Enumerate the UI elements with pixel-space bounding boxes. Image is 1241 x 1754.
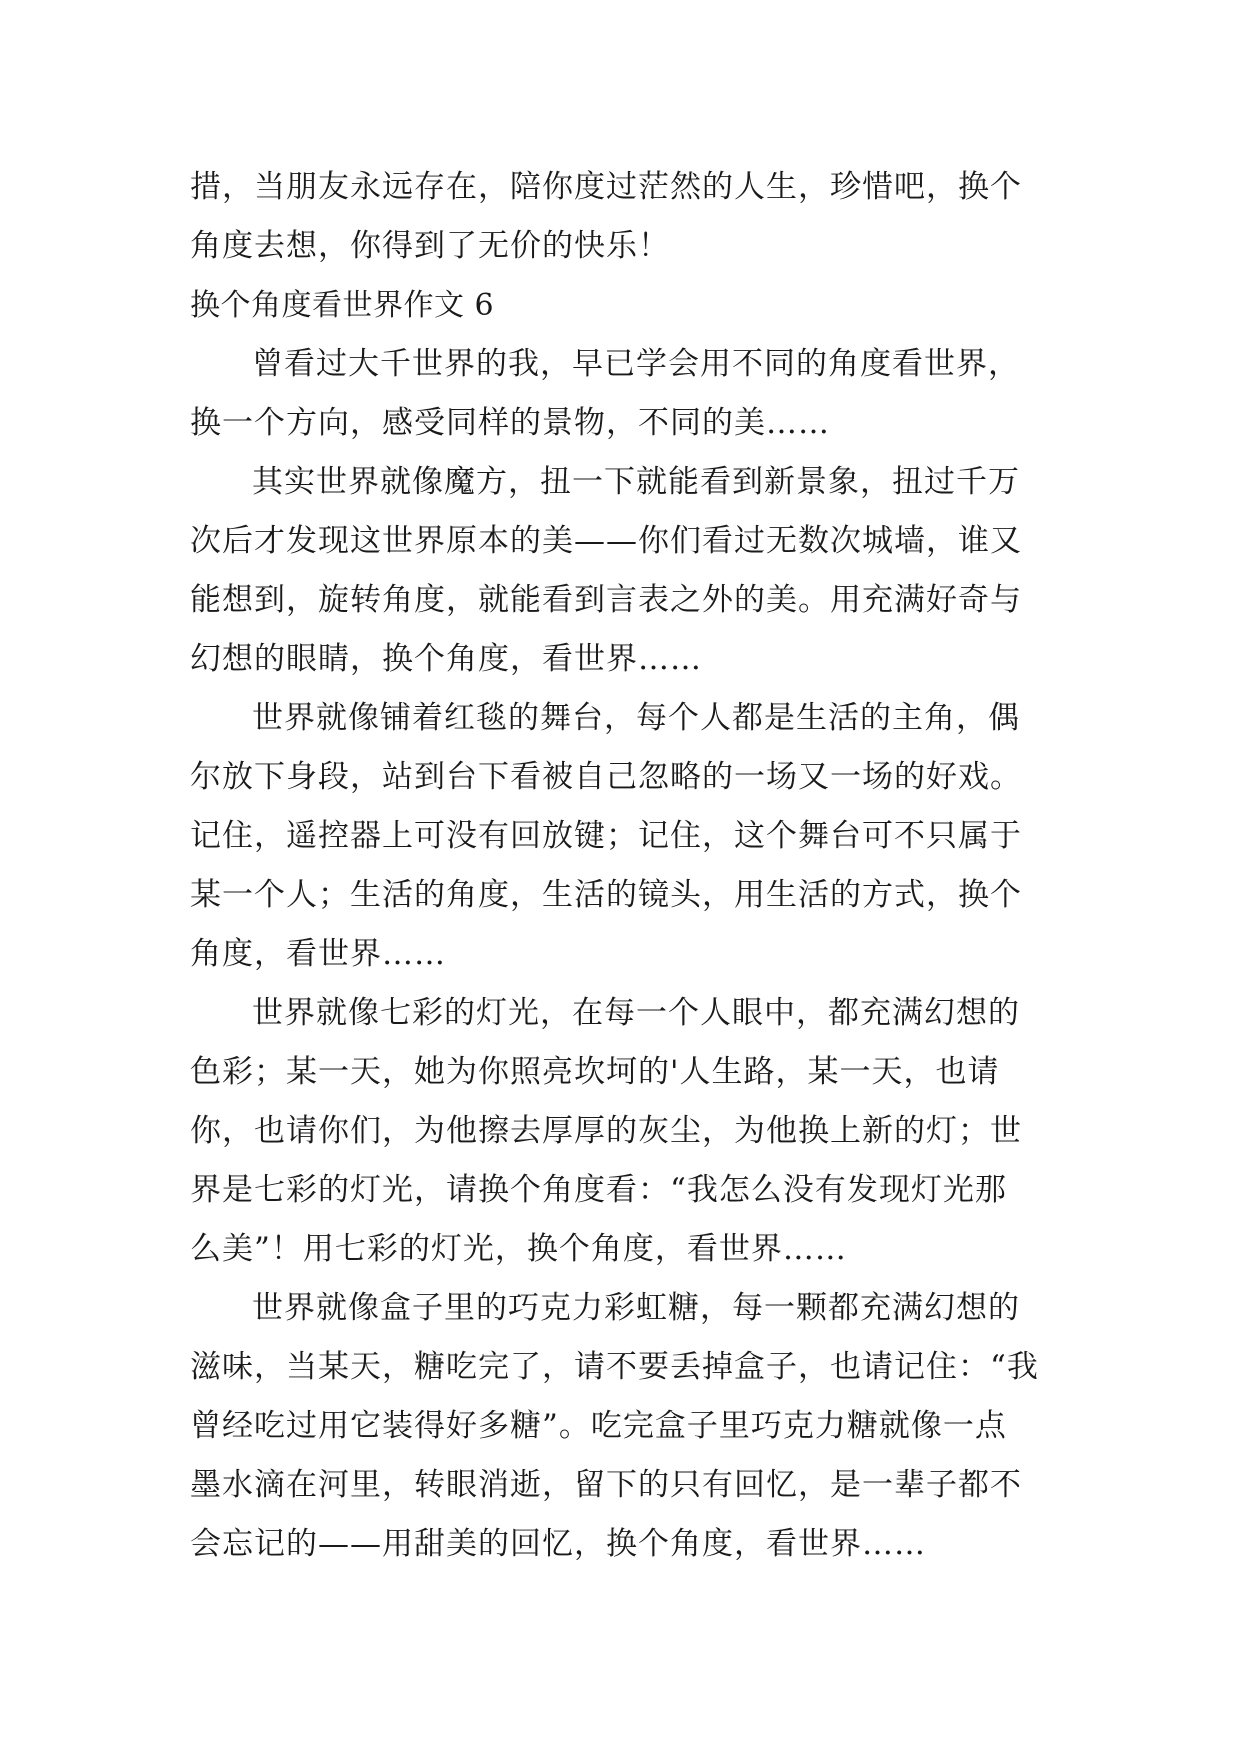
text-line: 色彩；某一天，她为你照亮坎坷的'人生路，某一天，也请 <box>190 1054 1000 1090</box>
paragraph-first-line: 世界就像铺着红毯的舞台，每个人都是生活的主角，偶 <box>252 700 1020 736</box>
text-line: 滋味，当某天，糖吃完了，请不要丢掉盒子，也请记住：“我 <box>190 1349 1039 1385</box>
paragraph-first-line: 世界就像七彩的灯光，在每一个人眼中，都充满幻想的 <box>252 995 1020 1031</box>
text-line: 幻想的眼睛，换个角度，看世界…… <box>190 641 702 677</box>
section-heading: 换个角度看世界作文 6 <box>190 288 495 323</box>
paragraph-first-line: 曾看过大千世界的我，早已学会用不同的角度看世界， <box>252 346 1020 382</box>
text-line: 措，当朋友永远存在，陪你度过茫然的人生，珍惜吧，换个 <box>190 169 1022 205</box>
text-line: 角度去想，你得到了无价的快乐！ <box>190 228 670 264</box>
text-line: 能想到，旋转角度，就能看到言表之外的美。用充满好奇与 <box>190 582 1022 618</box>
text-line: 曾经吃过用它装得好多糖”。吃完盒子里巧克力糖就像一点 <box>190 1408 1007 1444</box>
text-line: 你，也请你们，为他擦去厚厚的灰尘，为他换上新的灯；世 <box>190 1113 1022 1149</box>
text-line: 尔放下身段，站到台下看被自己忽略的一场又一场的好戏。 <box>190 759 1022 795</box>
paragraph-first-line: 世界就像盒子里的巧克力彩虹糖，每一颗都充满幻想的 <box>252 1290 1020 1326</box>
text-line: 换一个方向，感受同样的景物，不同的美…… <box>190 405 830 441</box>
text-line: 某一个人；生活的角度，生活的镜头，用生活的方式，换个 <box>190 877 1022 913</box>
text-line: 记住，遥控器上可没有回放键；记住，这个舞台可不只属于 <box>190 818 1022 854</box>
text-line: 会忘记的——用甜美的回忆，换个角度，看世界…… <box>190 1526 926 1562</box>
text-line: 墨水滴在河里，转眼消逝，留下的只有回忆，是一辈子都不 <box>190 1467 1022 1503</box>
text-line: 界是七彩的灯光，请换个角度看：“我怎么没有发现灯光那 <box>190 1172 1007 1208</box>
text-line: 么美”！用七彩的灯光，换个角度，看世界…… <box>190 1231 847 1267</box>
text-line: 角度，看世界…… <box>190 936 446 972</box>
document-body <box>190 158 1070 1574</box>
text-line: 次后才发现这世界原本的美——你们看过无数次城墙，谁又 <box>190 523 1022 559</box>
paragraph-first-line: 其实世界就像魔方，扭一下就能看到新景象，扭过千万 <box>252 464 1020 500</box>
